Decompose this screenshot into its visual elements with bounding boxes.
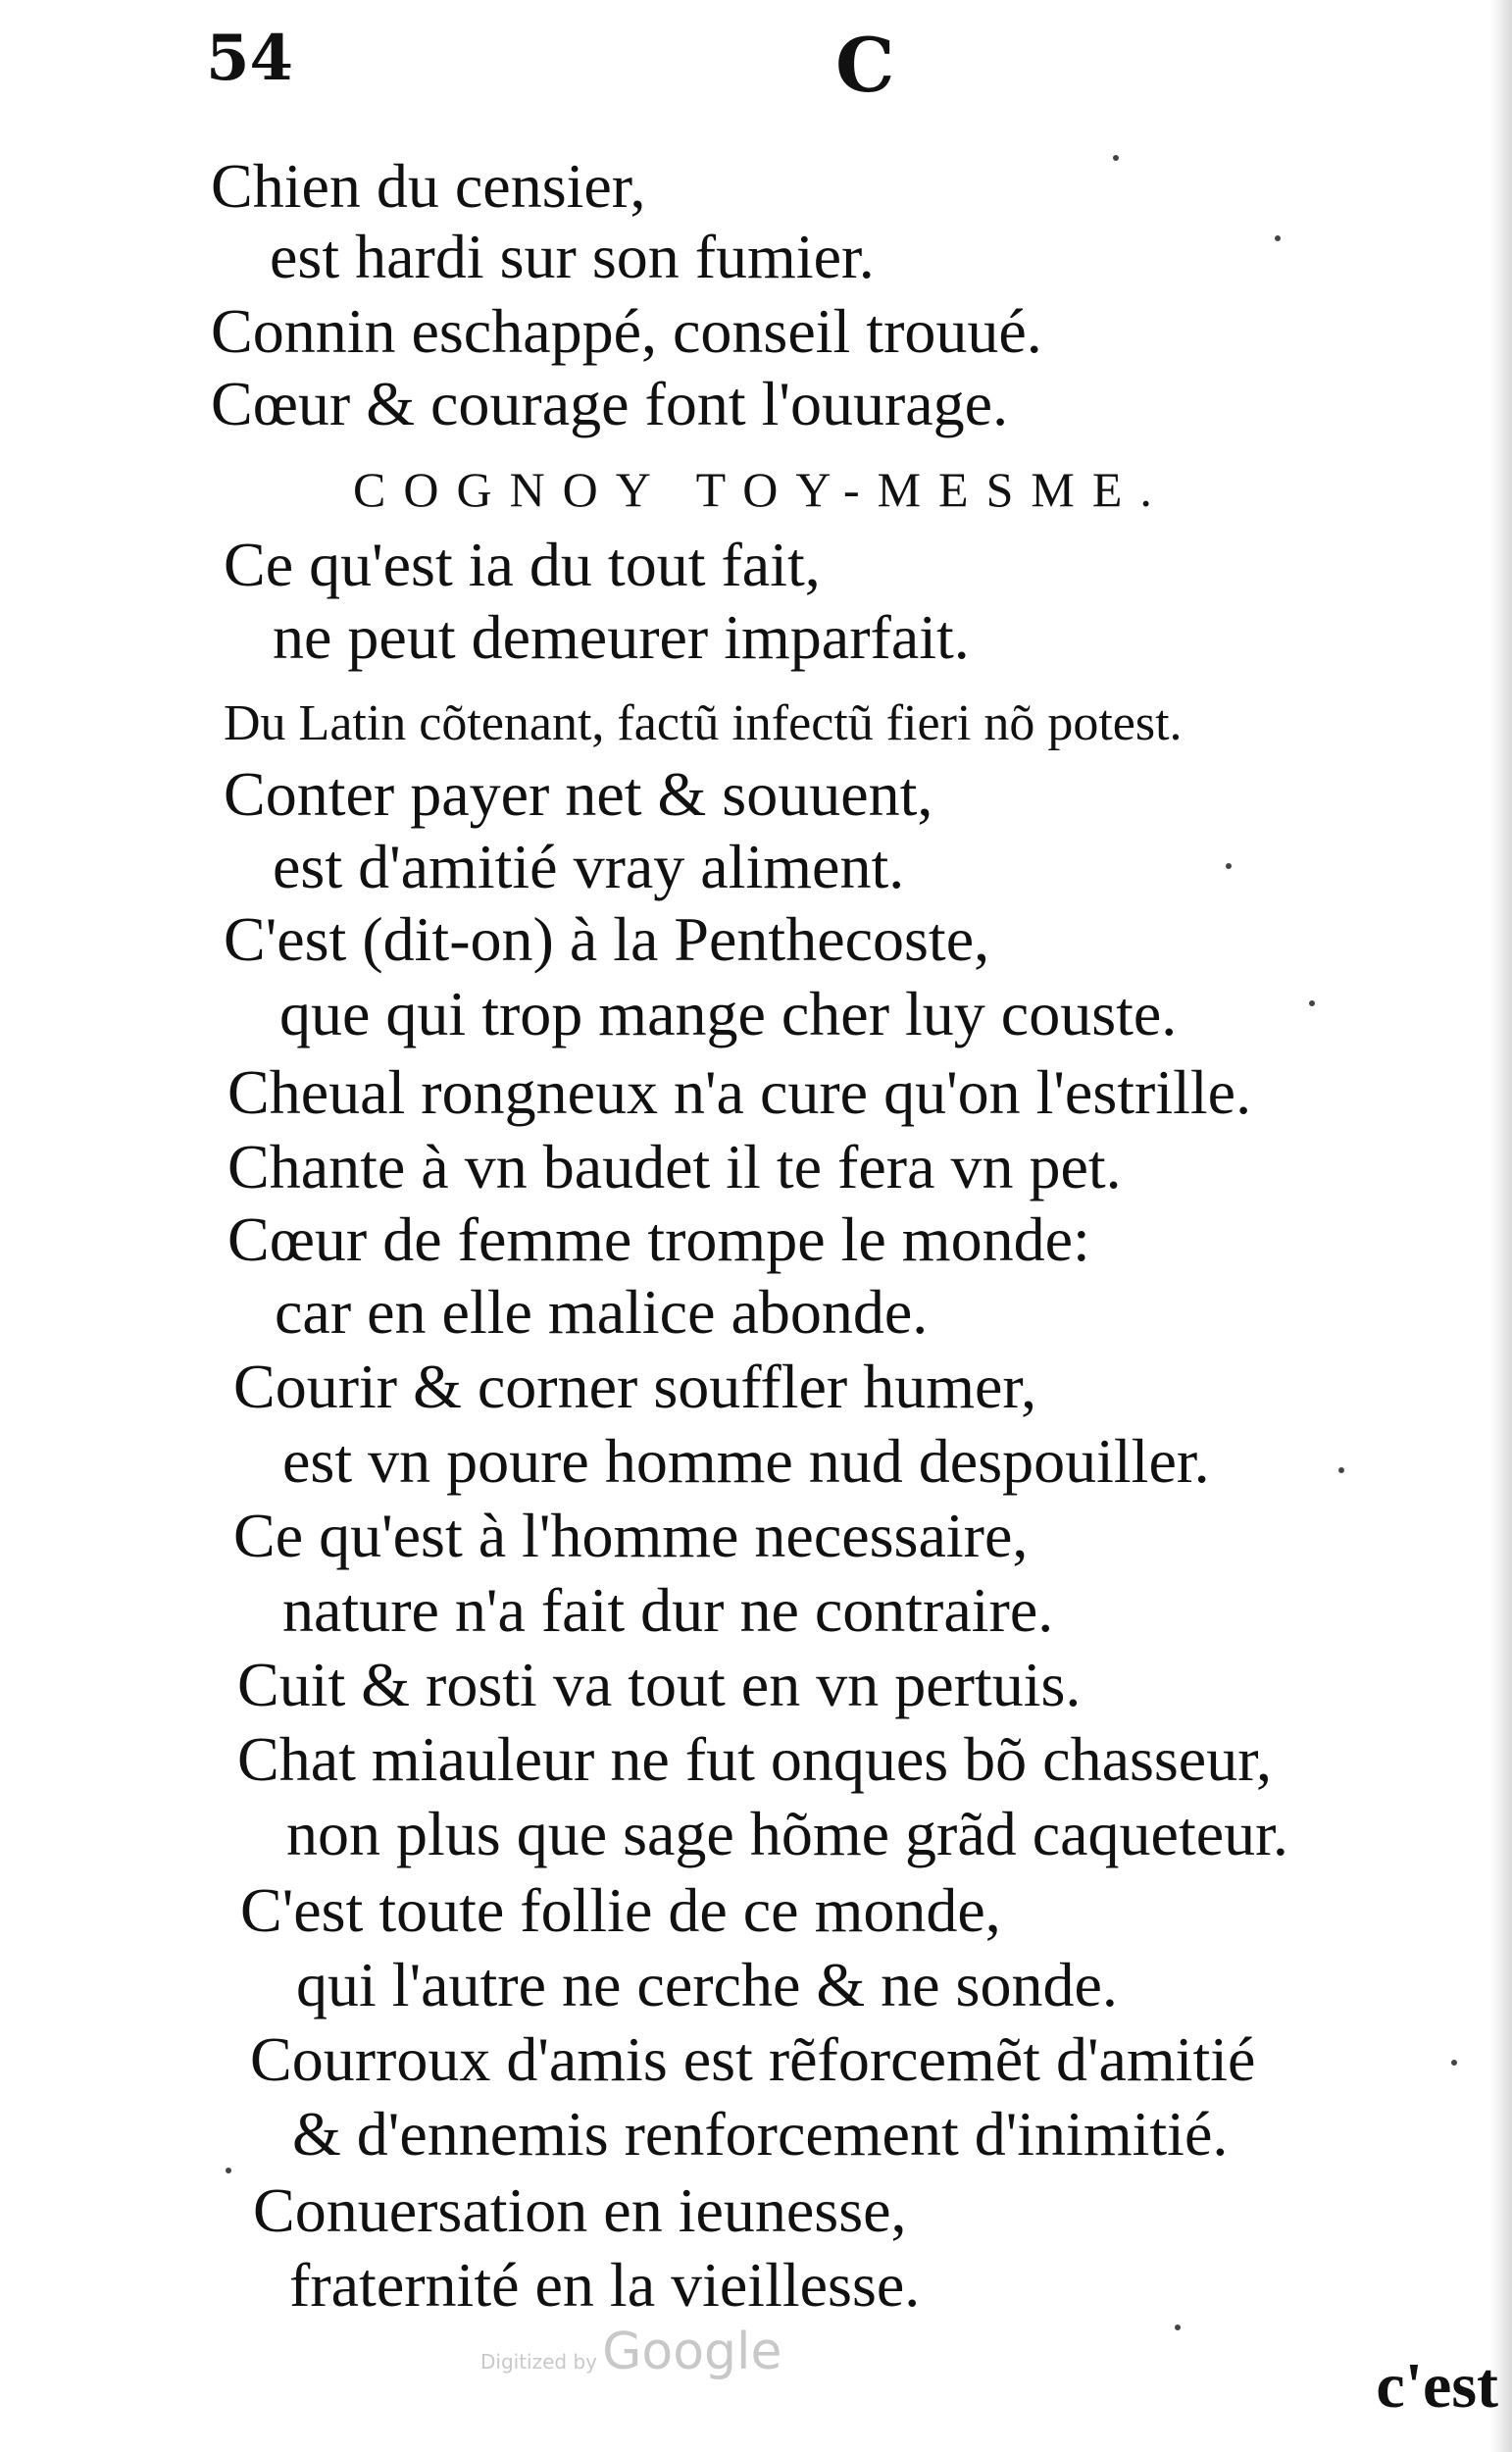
proverb-line: Du Latin cõtenant, factũ infectũ fieri nõ potest. [224,695,1183,751]
watermark-logo-text: Google [602,2323,782,2381]
proverb-line: Chat miauleur ne fut onques bõ chasseur, [237,1724,1272,1794]
proverb-line: C'est (dit-on) à la Penthecoste, [224,904,990,974]
catchword: c'est [1376,2350,1498,2422]
scan-speck [1309,1000,1315,1006]
signature-letter: C [835,22,895,109]
watermark-small-text: Digitized by [480,2350,597,2374]
proverb-line: Ce qu'est ia du tout fait, [224,530,821,599]
proverb-line: Conter payer net & souuent, [224,759,933,829]
proverb-line: est hardi sur son fumier. [270,222,875,291]
proverb-line: Cœur & courage font l'ouurage. [211,369,1009,438]
proverb-line: qui l'autre ne cerche & ne sonde. [296,1950,1118,2019]
scan-speck [1451,2060,1457,2066]
proverb-line: Cheual rongneux n'a cure qu'on l'estrille. [227,1057,1252,1127]
proverb-line: Connin eschappé, conseil trouué. [211,296,1042,366]
proverb-line: est vn poure homme nud despouiller. [282,1426,1210,1496]
scan-speck [1226,863,1232,869]
proverb-line: C'est toute follie de ce monde, [240,1875,1001,1945]
proverb-line: fraternité en la vieillesse. [289,2250,921,2320]
proverb-line: que qui trop mange cher luy couste. [279,979,1178,1048]
proverb-line: Chien du censier, [211,151,646,221]
section-heading: COGNOY TOY-MESME. [353,462,1170,517]
proverb-line: non plus que sage hõme grãd caqueteur. [286,1799,1288,1868]
proverb-line: Courir & corner souffler humer, [233,1352,1037,1421]
scan-speck [1338,1467,1344,1473]
proverb-line: nature n'a fait dur ne contraire. [282,1575,1054,1645]
page-edge-shadow [1490,0,1512,2452]
proverb-line: & d'ennemis renforcement d'inimitié. [292,2099,1229,2169]
page-number: 54 [206,22,294,95]
proverb-line: ne peut demeurer imparfait. [273,602,970,672]
scan-speck [226,2168,231,2173]
scan-speck [1275,235,1281,241]
proverb-line: Ce qu'est à l'homme necessaire, [233,1501,1029,1570]
proverb-line: Cœur de femme trompe le monde: [227,1204,1090,1274]
scan-speck [1175,2324,1181,2330]
digitized-watermark [480,2323,781,2381]
proverb-line: Chante à vn baudet il te fera vn pet. [227,1132,1122,1201]
proverb-line: est d'amitié vray aliment. [273,832,905,901]
proverb-line: Conuersation en ieunesse, [253,2175,907,2245]
proverb-line: Courroux d'amis est rẽforcemẽt d'amitié [250,2024,1256,2094]
scan-speck [1113,155,1119,161]
proverb-line: car en elle malice abonde. [275,1277,929,1347]
proverb-line: Cuit & rosti va tout en vn pertuis. [237,1650,1082,1719]
